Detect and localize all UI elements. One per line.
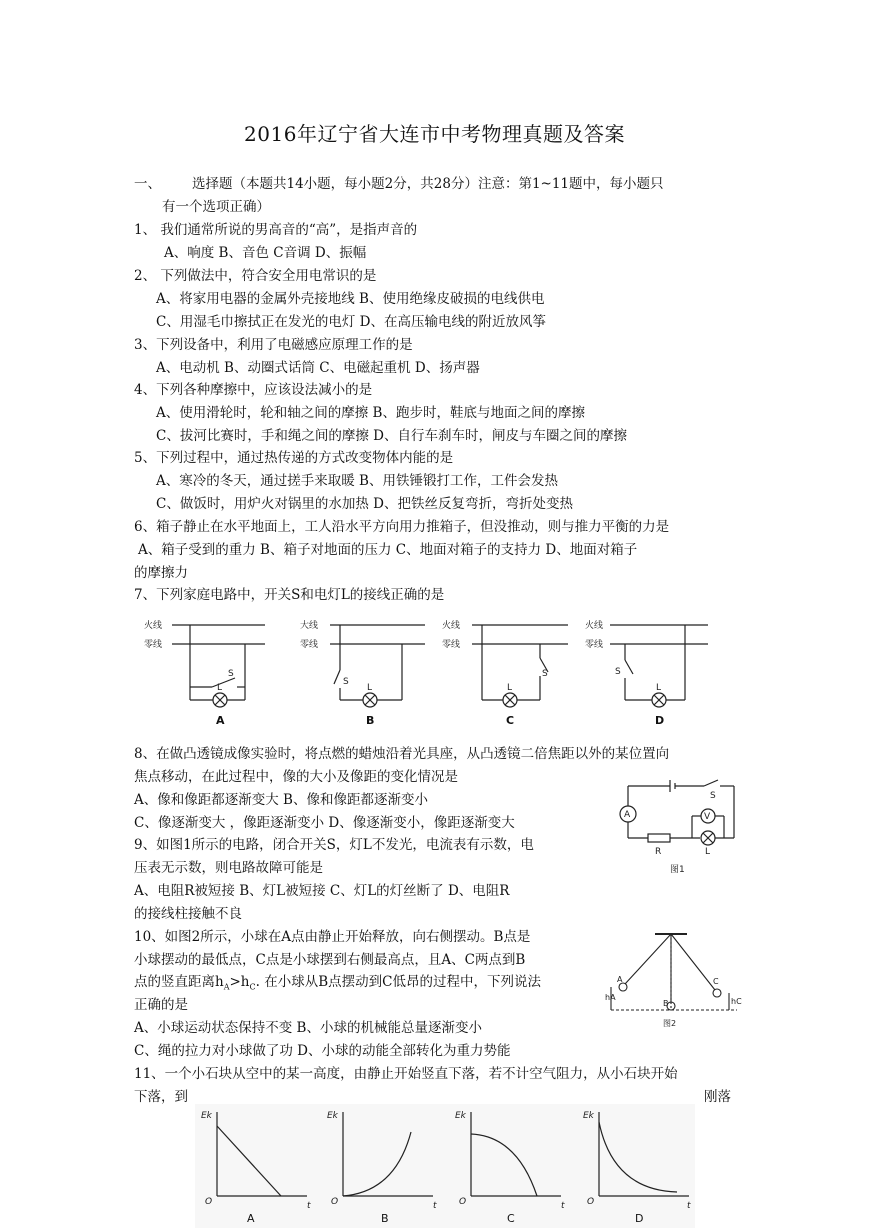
fig2-hc-label: hC [731,997,742,1006]
q10-line3-c: . 在小球从B点摆动到C低昂的过程中，下列说法 [255,974,541,990]
q7-circuit-figures [140,612,760,738]
q4-options-2: C、拔河比赛时，手和绳之间的摩擦 D、自行车刹车时，闸皮与车圈之间的摩擦 [156,428,627,444]
q9-line3: A、电阻R被短接 B、灯L被短接 C、灯L的灯丝断了 D、电阻R [134,883,510,899]
graph-d-origin: O [587,1197,595,1207]
circuit-b-letter: B [366,714,375,727]
circuit-b-neutral-label: 零线 [300,640,319,650]
q9-line1: 9、如图1所示的电路，闭合开关S，灯L不发光，电流表有示数，电 [134,837,534,853]
q1-options: A、响度 B、音色 C音调 D、振幅 [164,245,367,261]
q4-stem: 4、下列各种摩擦中，应该设法减小的是 [134,382,373,398]
circuit-d-letter: D [655,714,665,727]
circuit-c [472,625,568,707]
fig2-caption: 图2 [663,1019,677,1028]
figure-2-pendulum [605,926,745,1034]
q11-line2: 下落，到 [134,1089,188,1105]
q9-line2: 压表无示数，则电路故障可能是 [134,860,323,876]
fig1-resistor-label: R [655,847,662,857]
q10-line3 [134,973,541,997]
q10-sub-c: C [249,982,256,992]
q5-options-1: A、寒冷的冬天，通过搓手来取暖 B、用铁锤锻打工作，工件会发热 [156,473,558,489]
q2-options-1: A、将家用电器的金属外壳接地线 B、使用绝缘皮破损的电线供电 [156,291,545,307]
q8-line3: A、像和像距都逐渐变大 B、像和像距都逐渐变小 [134,792,428,808]
q6-options-1: A、箱子受到的重力 B、箱子对地面的压力 C、地面对箱子的支持力 D、地面对箱子 [138,542,638,558]
section-header-line1: 选择题（本题共14小题，每小题2分，共28分）注意：第1~11题中，每小题只 [192,176,664,192]
graph-d-xaxis: t [687,1201,691,1211]
fig1-voltmeter-label: V [704,812,711,822]
circuit-d-lamp-label: L [656,683,662,693]
q5-options-2: C、做饭时，用炉火对锅里的水加热 D、把铁丝反复弯折，弯折处变热 [156,496,573,512]
circuit-d-neutral-label: 零线 [585,640,604,650]
q7-stem: 7、下列家庭电路中，开关S和电灯L的接线正确的是 [134,587,445,603]
circuit-a-letter: A [216,714,225,727]
q10-line3-a: 点的竖直距离h [134,974,224,990]
graph-b-origin: O [331,1197,339,1207]
fig1-ammeter-label: A [624,810,631,820]
graph-d-yaxis: Ek [583,1111,594,1121]
q6-stem: 6、箱子静止在水平地面上，工人沿水平方向用力推箱子，但没推动，则与推力平衡的力是 [134,519,670,535]
q10-line3-b: >h [229,974,250,990]
q9-line4: 的接线柱接触不良 [134,906,242,922]
circuit-a-neutral-label: 零线 [144,640,163,650]
graph-a-yaxis: Ek [201,1111,212,1121]
figure-1-circuit [612,774,742,879]
circuit-b [330,625,425,707]
section-header-line2: 有一个选项正确） [162,199,270,215]
fig1-switch-label: S [710,791,716,801]
circuit-c-switch-label: S [542,669,548,679]
circuit-c-neutral-label: 零线 [442,640,461,650]
circuit-a-switch-label: S [228,669,234,679]
section-number: 一、 [134,176,161,192]
q11-energy-graphs [195,1104,695,1228]
graph-c-xaxis: t [561,1201,565,1211]
circuit-d [610,625,708,707]
q10-line5: A、小球运动状态保持不变 B、小球的机械能总量逐渐变小 [134,1020,482,1036]
circuit-b-switch-label: S [343,677,349,687]
q1-stem: 1、 我们通常所说的男高音的“高”，是指声音的 [134,222,418,238]
graph-b-letter: B [381,1212,389,1225]
q10-line2: 小球摆动的最低点，C点是小球摆到右侧最高点，且A、C两点到B [134,952,526,968]
q10-line4: 正确的是 [134,997,188,1013]
page-title: 2016年辽宁省大连市中考物理真题及答案 [244,122,625,146]
graph-a-letter: A [247,1212,255,1225]
q3-options: A、电动机 B、动圈式话筒 C、电磁起重机 D、扬声器 [156,360,480,376]
circuit-c-live-label: 火线 [442,621,461,631]
q11-line1: 11、一个小石块从空中的某一高度，由静止开始竖直下落，若不计空气阻力，从小石块开始 [134,1066,678,1082]
q10-sub-a: A [223,982,230,992]
q2-stem: 2、 下列做法中，符合安全用电常识的是 [134,268,377,284]
graph-b-xaxis: t [433,1201,437,1211]
fig2-ha-label: hA [605,993,616,1002]
circuit-a-live-label: 火线 [144,621,163,631]
circuit-b-lamp-label: L [367,683,373,693]
graph-c-yaxis: Ek [455,1111,466,1121]
circuit-c-letter: C [506,714,515,727]
q10-line6: C、绳的拉力对小球做了功 D、小球的动能全部转化为重力势能 [134,1043,511,1059]
circuit-a [172,625,265,707]
graph-c-origin: O [459,1197,467,1207]
fig1-lamp-label: L [705,847,711,857]
graph-c-letter: C [507,1212,515,1225]
q10-line1: 10、如图2所示，小球在A点由静止开始释放，向右侧摆动。B点是 [134,929,531,945]
circuit-a-lamp-label: L [217,683,223,693]
graph-a-origin: O [205,1197,213,1207]
circuit-d-live-label: 火线 [585,621,604,631]
q8-line1: 8、在做凸透镜成像实验时，将点燃的蜡烛沿着光具座，从凸透镜二倍焦距以外的某位置向 [134,746,670,762]
fig2-point-a: A [617,975,623,984]
q11-line2-right: 刚落 [704,1089,731,1105]
circuit-b-live-label: 大线 [300,621,319,631]
q3-stem: 3、下列设备中，利用了电磁感应原理工作的是 [134,337,413,353]
circuit-d-switch-label: S [615,667,621,677]
graph-b-yaxis: Ek [327,1111,338,1121]
q5-stem: 5、下列过程中，通过热传递的方式改变物体内能的是 [134,450,454,466]
q8-line4: C、像逐渐变大 ，像距逐渐变小 D、像逐渐变小，像距逐渐变大 [134,815,515,831]
fig1-caption: 图1 [670,865,685,875]
graph-d-letter: D [635,1212,644,1225]
q6-options-2: 的摩擦力 [134,565,188,581]
fig2-point-b: B [663,999,669,1008]
fig2-point-c: C [713,977,719,986]
q8-line2: 焦点移动，在此过程中，像的大小及像距的变化情况是 [134,769,458,785]
circuit-c-lamp-label: L [507,683,513,693]
q4-options-1: A、使用滑轮时，轮和轴之间的摩擦 B、跑步时，鞋底与地面之间的摩擦 [156,405,585,421]
graph-a-xaxis: t [307,1201,311,1211]
q2-options-2: C、用湿毛巾擦拭正在发光的电灯 D、在高压输电线的附近放风筝 [156,314,546,330]
